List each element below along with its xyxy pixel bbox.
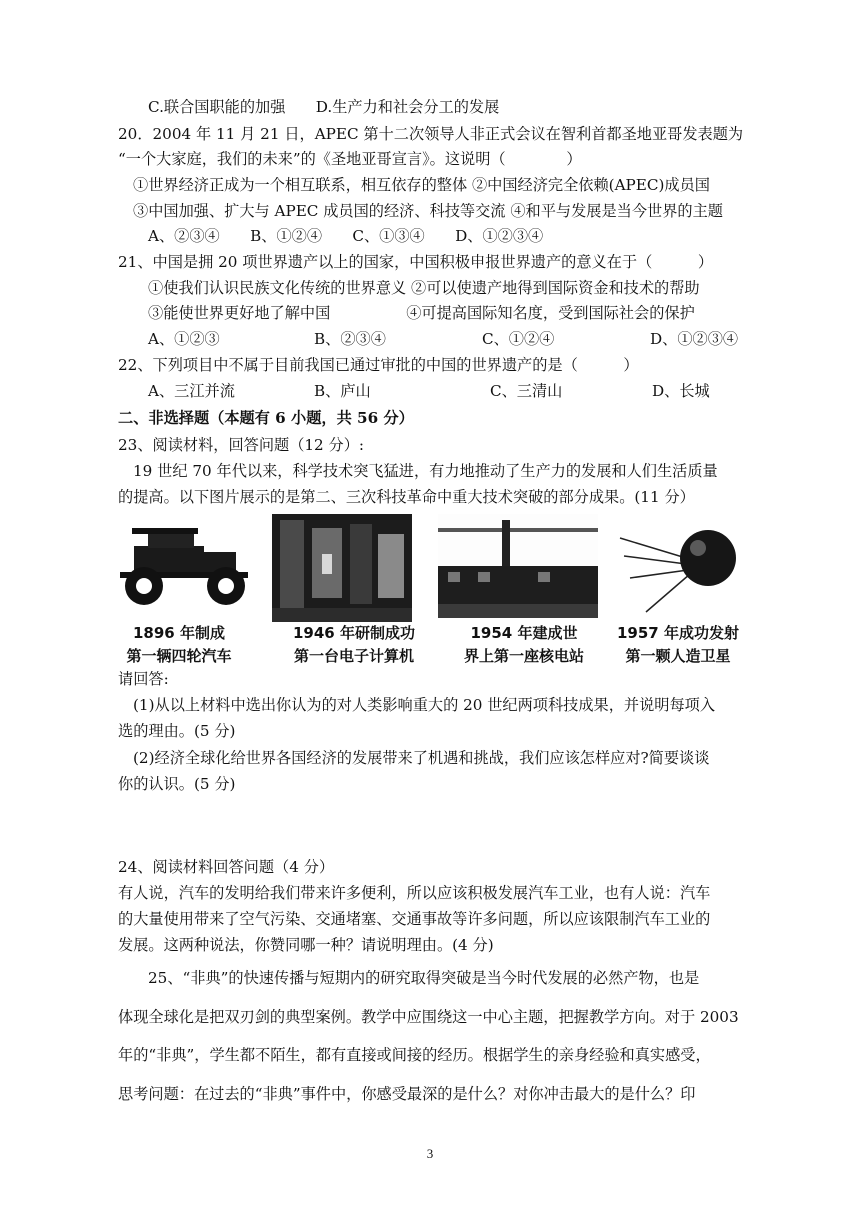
q19-options-tail: C.联合国职能的加强 D.生产力和社会分工的发展 — [148, 98, 500, 116]
q21-option-line1: ①使我们认识民族文化传统的世界意义 ②可以使遗产地得到国际资金和技术的帮助 — [148, 279, 700, 297]
section-heading: 二、非选择题（本题有 6 小题，共 56 分） — [118, 409, 414, 427]
q23-sub1-line1: (1)从以上材料中选出你认为的对人类影响重大的 20 世纪两项科技成果，并说明每项入 — [133, 696, 716, 714]
caption-computer: 1946 年研制成功 第一台电子计算机 — [293, 624, 415, 665]
q21-choice-b: B、②③④ — [314, 330, 386, 348]
car-image — [114, 520, 254, 612]
caption-power-plant: 1954 年建成世 界上第一座核电站 — [463, 624, 584, 665]
page-number: 3 — [426, 1146, 434, 1161]
q24-line1: 有人说，汽车的发明给我们带来许多便利，所以应该积极发展汽车工业，也有人说：汽车 — [118, 884, 711, 902]
q25-line2: 体现全球化是把双刃剑的典型案例。教学中应围绕这一中心主题，把握教学方向。对于 2003 — [118, 1008, 739, 1026]
q21-stem: 21、中国是拥 20 项世界遗产以上的国家，中国积极申报世界遗产的意义在于（ ） — [118, 253, 714, 271]
caption-car: 1896 年制成 第一辆四轮汽车 — [126, 624, 232, 665]
q20-stem-line1: 20．2004 年 11 月 21 日，APEC 第十二次领导人非正式会议在智利首都圣地亚哥发表题为 — [118, 125, 744, 143]
computer-image — [272, 514, 412, 622]
q20-option-line2: ③中国加强、扩大与 APEC 成员国的经济、科技等交流 ④和平与发展是当今世界的主题 — [133, 202, 723, 220]
q23-paragraph-line2: 的提高。以下图片展示的是第二、三次科技革命中重大技术突破的部分成果。(11 分） — [118, 488, 695, 506]
q23-prompt: 请回答: — [118, 670, 169, 688]
q21-choice-a: A、①②③ — [148, 330, 220, 348]
q25-line3: 年的“非典”，学生都不陌生，都有直接或间接的经历。根据学生的亲身经验和真实感受， — [118, 1046, 711, 1064]
q21-choice-d: D、①②③④ — [650, 330, 739, 348]
q23-paragraph-line1: 19 世纪 70 年代以来，科学技术突飞猛进，有力地推动了生产力的发展和人们生活质量 — [133, 462, 718, 480]
q25-line4: 思考问题：在过去的“非典”事件中，你感受最深的是什么？对你冲击最大的是什么？印 — [118, 1085, 696, 1103]
q23-sub2-line1: (2)经济全球化给世界各国经济的发展带来了机遇和挑战，我们应该怎样应对?简要谈谈 — [133, 749, 710, 767]
q21-choice-c: C、①②④ — [482, 330, 555, 348]
q20-option-line1: ①世界经济正成为一个相互联系，相互依存的整体 ②中国经济完全依赖(APEC)成员国 — [133, 176, 710, 194]
q24-line3: 发展。这两种说法，你赞同哪一种？请说明理由。(4 分) — [118, 936, 494, 954]
q20-choices: A、②③④ B、①②④ C、①③④ D、①②③④ — [148, 227, 544, 245]
q25-line1: 25、“非典”的快速传播与短期内的研究取得突破是当今时代发展的必然产物，也是 — [148, 969, 700, 987]
power-plant-image — [438, 514, 598, 618]
q22-stem: 22、下列项目中不属于目前我国已通过审批的中国的世界遗产的是（ ） — [118, 356, 639, 374]
q23-sub1-line2: 选的理由。(5 分) — [118, 722, 236, 740]
satellite-image — [616, 514, 746, 624]
q22-choice-a: A、三江并流 — [148, 382, 235, 400]
q23-sub2-line2: 你的认识。(5 分) — [118, 775, 236, 793]
q23-stem: 23、阅读材料，回答问题（12 分）: — [118, 436, 365, 454]
q20-stem-line2: “一个大家庭，我们的未来”的《圣地亚哥宣言》。这说明（ ） — [118, 150, 582, 168]
q24-line2: 的大量使用带来了空气污染、交通堵塞、交通事故等许多问题，所以应该限制汽车工业的 — [118, 910, 711, 928]
q22-choice-d: D、长城 — [652, 382, 710, 400]
q22-choice-c: C、三清山 — [490, 382, 563, 400]
caption-satellite: 1957 年成功发射 第一颗人造卫星 — [617, 624, 739, 665]
q22-choice-b: B、庐山 — [314, 382, 371, 400]
q21-option-line2: ③能使世界更好地了解中国 ④可提高国际知名度，受到国际社会的保护 — [148, 304, 695, 322]
q24-stem: 24、阅读材料回答问题（4 分） — [118, 858, 335, 876]
